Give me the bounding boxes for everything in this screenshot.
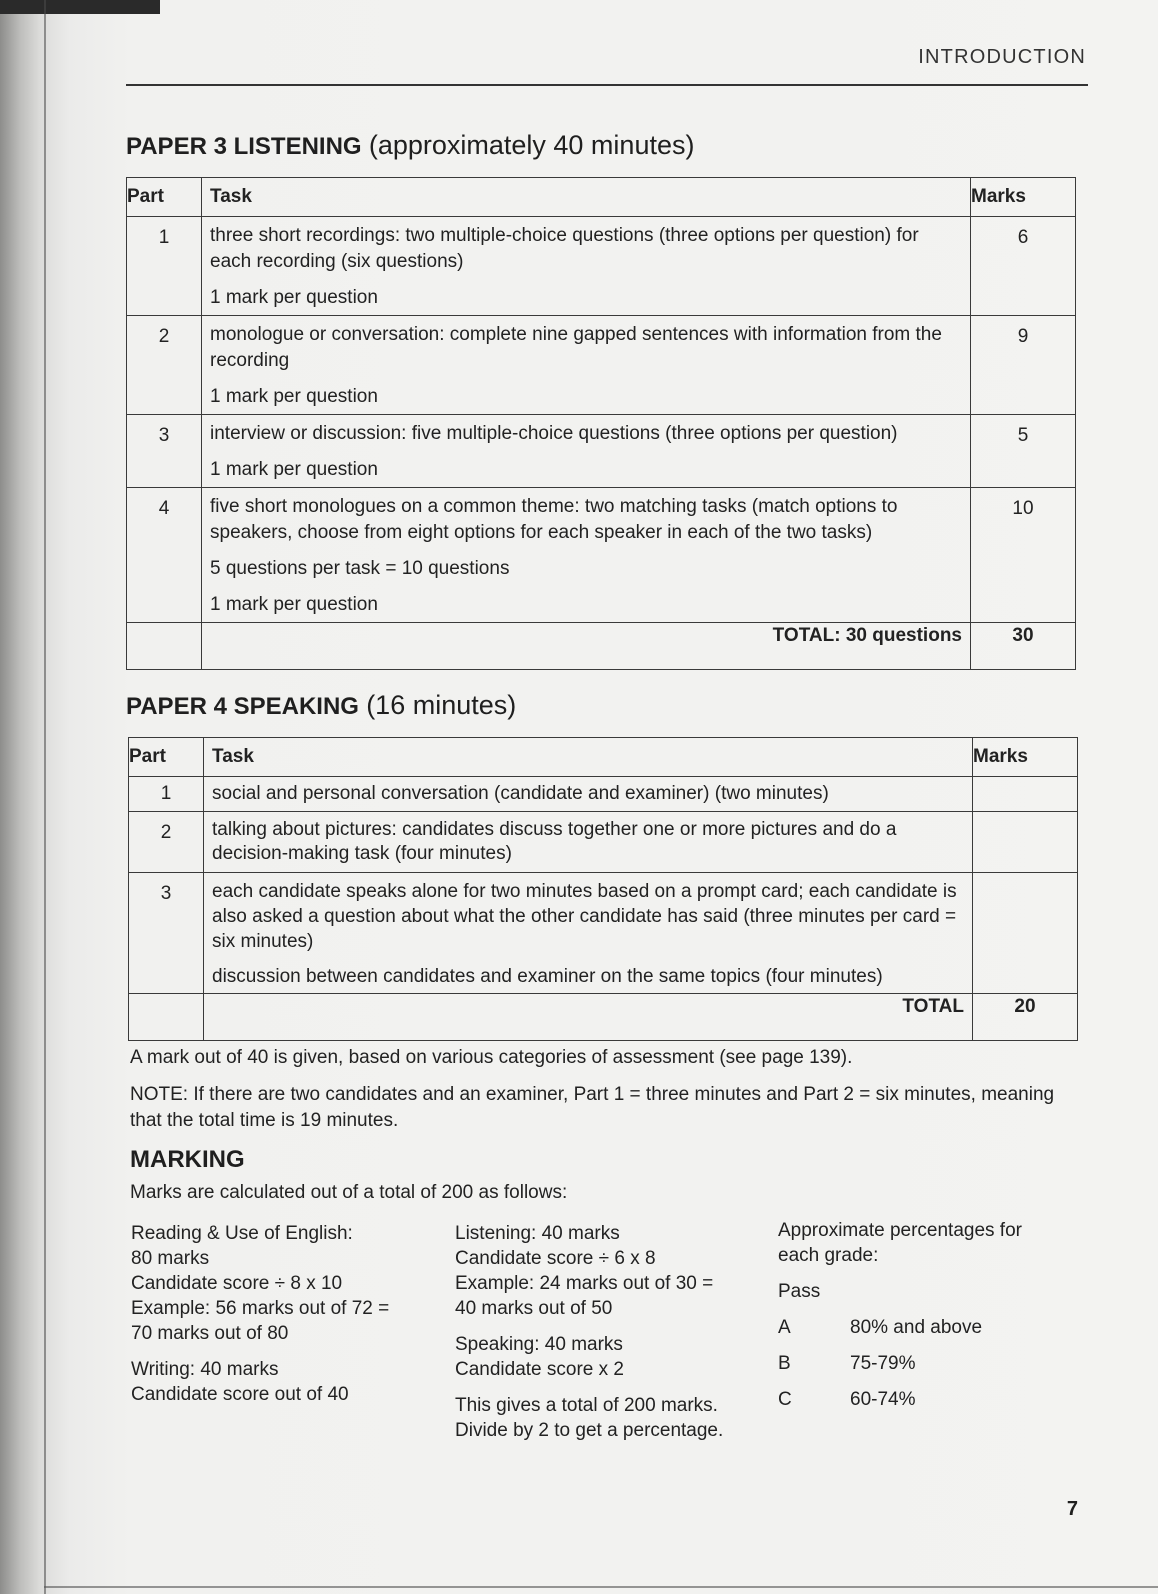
reading-line: 70 marks out of 80 [131,1323,289,1344]
table-header-row [127,178,1076,217]
total-marks: 30 [971,623,1076,670]
table-header-row [129,738,1078,777]
header-marks: Marks [973,738,1078,777]
reading-line: 80 marks [131,1248,210,1269]
listening-line: 40 marks out of 50 [455,1298,613,1319]
task-text: monologue or conversation: complete nine gapped sentences with information from the recording [210,324,942,371]
paper3-title-bold: PAPER 3 LISTENING [126,133,362,160]
table-row [127,488,1076,623]
grade-range: 60-74% [850,1389,916,1410]
header-part: Part [127,178,202,217]
writing-line: Candidate score out of 40 [131,1384,349,1405]
row-part: 2 [129,812,204,873]
row-part: 1 [127,217,202,316]
row-task [202,316,971,415]
table-row [127,316,1076,415]
row-part: 3 [129,873,204,994]
table-total-row [129,994,1078,1041]
total-line: Divide by 2 to get a percentage. [455,1420,724,1441]
speaking-line: Speaking: 40 marks [455,1334,623,1355]
total-empty-cell [127,623,202,670]
paper3-title-rest: (approximately 40 minutes) [368,130,695,160]
row-task [202,488,971,623]
task-note: 1 mark per question [210,459,378,480]
table-row [127,415,1076,488]
grade-row [778,1387,1078,1412]
task-note: 5 questions per task = 10 questions [210,558,510,579]
grade-letter: B [778,1353,791,1374]
grade-row [778,1315,1078,1340]
grade-letter: C [778,1389,792,1410]
reading-block [131,1221,441,1346]
task-text: social and personal conversation (candidate and examiner) (two minutes) [212,783,829,804]
header-part: Part [129,738,204,777]
paper3-title [126,130,694,161]
row-part: 3 [127,415,202,488]
listening-line: Candidate score ÷ 6 x 8 [455,1248,656,1269]
listening-line: Listening: 40 marks [455,1223,620,1244]
header-rule [126,84,1088,86]
mark-out-of-paragraph: A mark out of 40 is given, based on various categories of assessment (see page 139). [130,1047,853,1068]
paper3-table [126,177,1076,670]
writing-line: Writing: 40 marks [131,1359,279,1380]
speaking-line: Candidate score x 2 [455,1359,624,1380]
row-task [204,777,973,812]
row-marks [973,812,1078,873]
row-task [204,873,973,994]
task-text: three short recordings: two multiple-choice questions (three options per question) for each recording (six questions) [210,225,919,272]
row-marks: 6 [971,217,1076,316]
page-number: 7 [1066,1498,1078,1520]
grade-row [778,1351,1078,1376]
speaking-block [455,1332,765,1382]
marking-column-reading-writing [131,1221,441,1418]
row-part: 4 [127,488,202,623]
paper4-title [126,690,516,721]
reading-line: Example: 56 marks out of 72 = [131,1298,390,1319]
table-total-row [127,623,1076,670]
note-paragraph: NOTE: If there are two candidates and an examiner, Part 1 = three minutes and Part 2 = six minutes, meaning that the total time is 19 minutes. [130,1084,1055,1131]
row-task [202,415,971,488]
row-part: 1 [129,777,204,812]
row-marks [973,873,1078,994]
pass-label: Pass [778,1281,821,1302]
total-label: TOTAL [204,994,973,1041]
page-spine-line [44,0,46,1594]
row-task [202,217,971,316]
total-line: This gives a total of 200 marks. [455,1395,718,1416]
header-marks: Marks [971,178,1076,217]
row-marks [973,777,1078,812]
writing-block [131,1357,441,1407]
table-row [129,873,1078,994]
scan-edge-dark [0,0,160,14]
reading-line: Candidate score ÷ 8 x 10 [131,1273,343,1294]
task-text: interview or discussion: five multiple-choice questions (three options per question) [210,423,898,444]
marking-column-grades [778,1218,1078,1412]
table-row [127,217,1076,316]
reading-line: Reading & Use of English: [131,1223,353,1244]
task-note: discussion between candidates and examiner on the same topics (four minutes) [212,966,883,987]
paper4-table [128,737,1078,1041]
row-marks: 9 [971,316,1076,415]
task-text: five short monologues on a common theme: two matching tasks (match options to speakers, choose from eight options for each speaker in each of the two tasks) [210,496,898,543]
paper4-title-bold: PAPER 4 SPEAKING [126,693,359,720]
total-empty-cell [129,994,204,1041]
row-marks: 10 [971,488,1076,623]
task-note: 1 mark per question [210,594,378,615]
paper4-title-rest: (16 minutes) [366,690,517,720]
table-row [129,812,1078,873]
task-note: 1 mark per question [210,287,378,308]
table-row [129,777,1078,812]
header-task: Task [202,178,971,217]
grades-heading-line: each grade: [778,1245,879,1266]
row-part: 2 [127,316,202,415]
task-text: each candidate speaks alone for two minutes based on a prompt card; each candidate is also asked a question about what the other candidate has said (three minutes per card = six minutes) [212,881,957,952]
total-label: TOTAL: 30 questions [202,623,971,670]
running-head: INTRODUCTION [918,46,1086,68]
listening-block [455,1221,765,1321]
grade-range: 80% and above [850,1317,983,1338]
marking-intro: Marks are calculated out of a total of 200 as follows: [130,1182,568,1203]
task-note: 1 mark per question [210,386,378,407]
total-block [455,1393,765,1443]
grades-heading-line: Approximate percentages for [778,1220,1022,1241]
total-marks: 20 [973,994,1078,1041]
listening-line: Example: 24 marks out of 30 = [455,1273,714,1294]
row-marks: 5 [971,415,1076,488]
header-task: Task [204,738,973,777]
marking-column-listening-speaking [455,1221,765,1454]
task-text: talking about pictures: candidates discuss together one or more pictures and do a decision-making task (four minutes) [212,819,897,864]
marking-title: MARKING [130,1146,245,1173]
grade-letter: A [778,1317,791,1338]
page-bottom-edge [44,1586,1158,1588]
grade-range: 75-79% [850,1353,916,1374]
row-task [204,812,973,873]
